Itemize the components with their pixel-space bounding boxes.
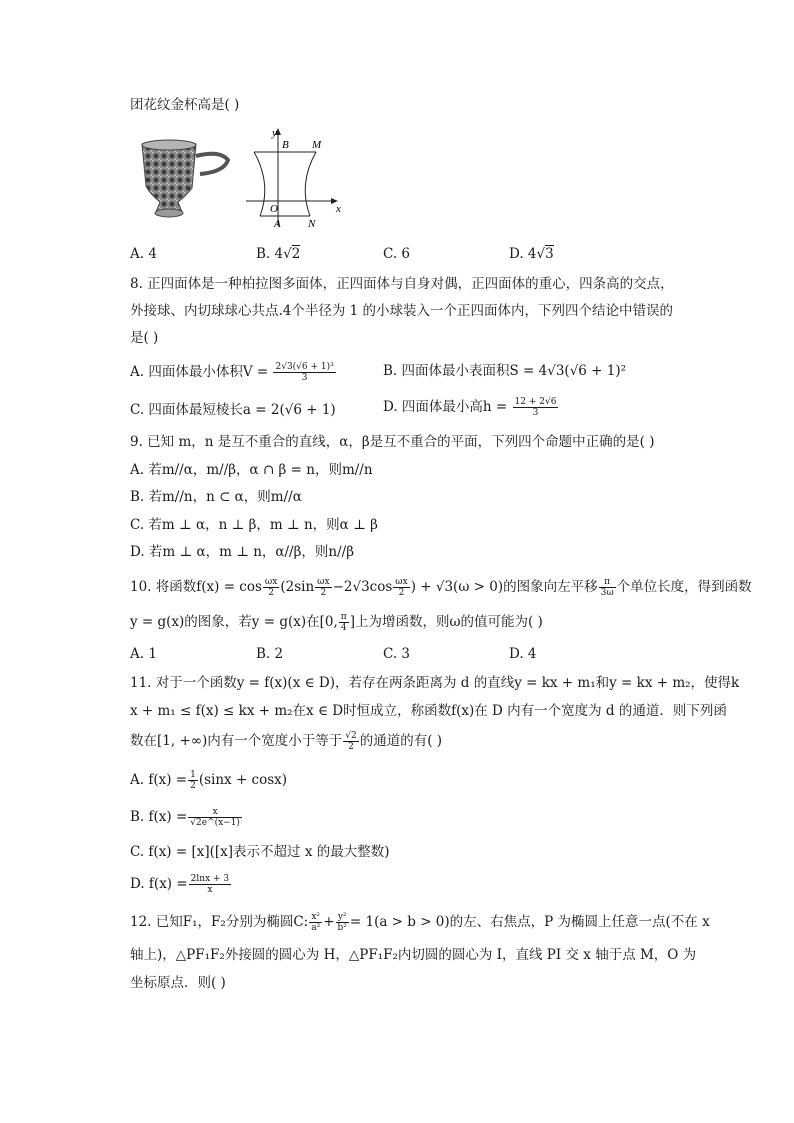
q7-option-d: D. 4√3 [509, 246, 554, 262]
q10-option-c: C. 3 [383, 646, 411, 662]
q8-stem-line-1: 8. 正四面体是一种柏拉图多面体，正四面体与自身对偶，正四面体的重心，四条高的交点， [130, 276, 674, 292]
q9-stem: 9. 已知 m，n 是互不重合的直线，α，β是互不重合的平面，下列四个命题中正确的是( ) [130, 434, 655, 450]
cup-cross-section-diagram [240, 126, 350, 230]
q12-stem-line-1: 12. 已知F₁，F₂分别为椭圆C: $\frac{\text{x²}}{\text{a²}}$ + $\frac{\text{y²}}{\text{b²}}$ = 1(a > b > 0)的左、右焦点，P 为椭圆上任意一点(不在 x [130, 912, 710, 933]
q8-option-a: A. 四面体最小体积V = $\frac{\text{2√3(√6 + 1)³}}{3}$ [130, 362, 334, 383]
q11-option-c: C. f(x) = [x]([x]表示不超过 x 的最大整数) [130, 844, 390, 860]
label-n: N [308, 218, 316, 230]
q8-option-c: C. 四面体最短棱长a = 2(√6 + 1) [130, 402, 336, 418]
q7-option-b: B. 4√2 [256, 246, 301, 262]
q11-stem-line-1: 11. 对于一个函数y = f(x)(x ∈ D)，若存在两条距离为 d 的直线y = kx + m₁和y = kx + m₂，使得k [130, 675, 740, 691]
label-o: O [270, 203, 278, 215]
q10-option-a: A. 1 [130, 646, 157, 662]
label-a: A [274, 218, 281, 230]
q10-option-d: D. 4 [509, 646, 537, 662]
q11-option-b: B. f(x) = $\frac{x}{√2e\^{}(x-1)}$ [130, 807, 240, 828]
q9-option-a: A. 若m//α，m//β，α ∩ β = n，则m//n [130, 462, 373, 478]
q8-stem-line-2: 外接球、内切球球心共点.4个半径为 1 的小球装入一个正四面体内，下列四个结论中错误的 [130, 303, 674, 319]
q7-option-c: C. 6 [383, 246, 411, 262]
label-m: M [312, 139, 322, 151]
q10-stem-line-2: y = g(x)的图象，若y = g(x)在[0, $\frac{\pi}{4}$ ]上为增函数，则ω的值可能为( ) [130, 612, 543, 633]
gold-cup-photo [136, 136, 236, 220]
q12-stem-line-2: 轴上)，△PF₁F₂外接圆的圆心为 H，△PF₁F₂内切圆的圆心为 I，直线 PI 交 x 轴于点 M，O 为 [130, 947, 697, 963]
question-7-stem-tail: 团花纹金杯高是( ) [130, 97, 240, 113]
label-x: x [336, 203, 341, 215]
label-y: y [272, 127, 277, 139]
q9-option-b: B. 若m//n，n ⊂ α，则m//α [130, 489, 302, 505]
q7-option-a: A. 4 [130, 246, 157, 262]
q12-stem-line-3: 坐标原点．则( ) [130, 975, 226, 991]
label-b: B [282, 139, 289, 151]
q10-stem-line-1: 10. 将函数f(x) = cos $\frac{\omega x}{2}$ (2sin $\frac{\omega x}{2}$ −2√3cos $\frac{\omega x}{2}$ ) + √3(ω > 0)的图象向左平移 $\frac{\pi}{3\omega}$ 个单位长度，得到函数 [130, 577, 752, 598]
q8-option-d: D. 四面体最小高h = $\frac{12 + 2√6}{3}$ [383, 397, 557, 418]
q11-option-d: D. f(x) = $\frac{2\ln x + 3}{x}$ [130, 874, 230, 895]
q9-option-c: C. 若m ⊥ α，n ⊥ β，m ⊥ n，则α ⊥ β [130, 517, 378, 533]
q9-option-d: D. 若m ⊥ α，m ⊥ n，α//β，则n//β [130, 544, 355, 560]
q10-option-b: B. 2 [256, 646, 284, 662]
q11-stem-line-3: 数在[1, +∞)内有一个宽度小于等于 $\frac{√2}{2}$ 的通道的有( ) [130, 731, 443, 752]
q11-option-a: A. f(x) = $\frac{1}{2}$ (sinx + cosx) [130, 770, 288, 791]
q8-option-b: B. 四面体最小表面积S = 4√3(√6 + 1)² [383, 363, 627, 379]
q8-stem-line-3: 是( ) [130, 330, 159, 346]
q11-stem-line-2: x + m₁ ≤ f(x) ≤ kx + m₂在x ∈ D时恒成立，称函数f(x)在 D 内有一个宽度为 d 的通道．则下列函 [130, 703, 727, 719]
